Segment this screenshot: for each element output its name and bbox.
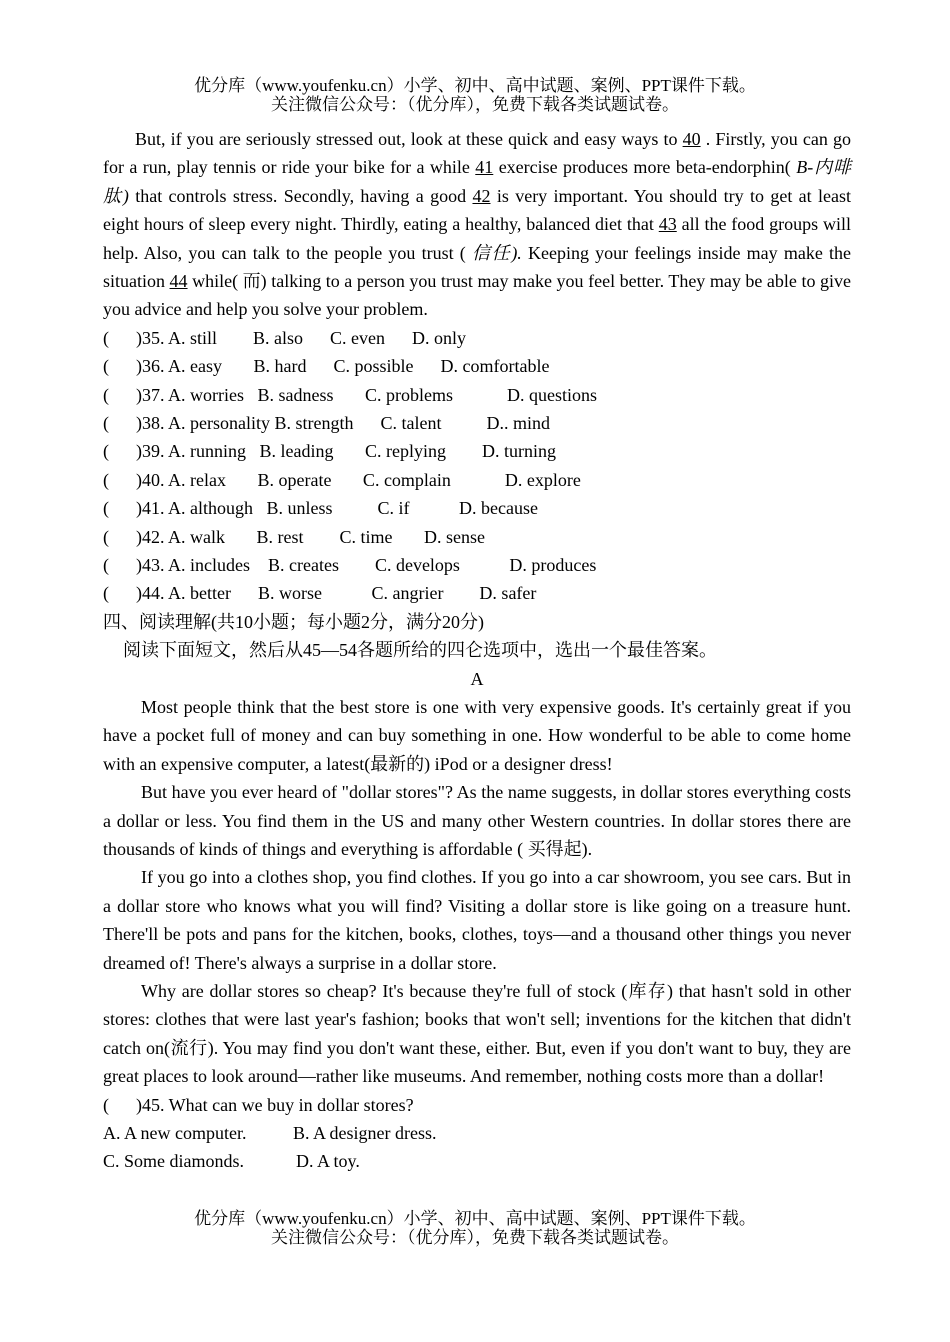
passage-text: exercise produces more beta-endorphin(	[493, 157, 797, 178]
question-40: ( )40. A. relax B. operate C. complain D. explore	[103, 469, 581, 490]
blank-42: 42	[472, 185, 491, 206]
passage-text: . Firstly, you can go for a run, play tennis or ride your bike for a while	[103, 129, 851, 178]
blank-41: 41	[475, 157, 494, 178]
option-b: B. A designer dress.	[293, 1123, 437, 1144]
question-45-stem: ( )45. What can we buy in dollar stores?	[103, 1094, 414, 1115]
passage-text: that controls stress. Secondly, having a good	[128, 185, 473, 206]
question-35: ( )35. A. still B. also C. even D. only	[103, 327, 466, 348]
page-content	[103, 125, 851, 1176]
cloze-question-list	[103, 324, 851, 608]
question-37: ( )37. A. worries B. sadness C. problems D. questions	[103, 384, 597, 405]
blank-40: 40	[682, 129, 701, 149]
passage-text: all the food groups will help. Also, you can talk to the people you trust (	[103, 214, 851, 263]
passage-gloss: 信任).	[471, 242, 522, 263]
section-4-instruction: 阅读下面短文，然后从45—54各题所给的四仑选项中，选出一个最佳答案。	[123, 640, 717, 661]
option-d: D. A toy.	[296, 1151, 360, 1172]
header-line-1: 优分库（www.youfenku.cn）小学、初中、高中试题、案例、PPT课件下载。	[194, 76, 756, 95]
question-38: ( )38. A. personality B. strength C. talent D.. mind	[103, 413, 550, 434]
part-label: A	[470, 668, 484, 689]
page-header	[0, 76, 950, 114]
passage-text: is very important. You should try to get at least eight hours of sleep every night. Thirdly, eating a healthy, balanced diet that	[103, 185, 852, 235]
footer-line-1: 优分库（www.youfenku.cn）小学、初中、高中试题、案例、PPT课件下载。	[194, 1209, 756, 1228]
section-4-title: 四、阅读理解(共10小题；每小题2分，满分20分)	[103, 611, 484, 632]
question-45-options-row-1	[103, 1119, 851, 1147]
option-c: C. Some diamonds.	[103, 1151, 245, 1172]
question-43: ( )43. A. includes B. creates C. develops D. produces	[103, 554, 597, 575]
passage-text: Keeping your feelings inside may make the situation	[103, 242, 851, 292]
blank-43: 43	[658, 214, 677, 235]
question-39: ( )39. A. running B. leading C. replying D. turning	[103, 441, 556, 462]
question-44: ( )44. A. better B. worse C. angrier D. safer	[103, 583, 537, 604]
question-45-options-row-2	[103, 1147, 851, 1175]
reading-paragraph-3: If you go into a clothes shop, you find clothes. If you go into a car showroom, you see cars. But in a dollar store who knows what you will find? Visiting a dollar store is like going on a treasure hunt. There'll be pots and pans for the kitchen, books, clothes, toys—and a thousand other things you never dreamed of! There's always a surprise in a dollar store.	[103, 867, 851, 973]
reading-paragraph-4: Why are dollar stores so cheap? It's because they're full of stock (库存) that hasn't sold in other stores: clothes that were last year's fashion; books that won't sell; inventions for the kitchen that didn't catch on(流行). You may find you don't want these, either. But, even if you don't want to buy, they are great places to look around—rather like museums. And remember, nothing costs more than a dollar!	[103, 981, 851, 1087]
passage-gloss: B-内啡肽)	[103, 157, 852, 206]
option-a: A. A new computer.	[103, 1123, 247, 1144]
cloze-passage	[103, 125, 851, 324]
question-41: ( )41. A. although B. unless C. if D. because	[103, 498, 538, 519]
footer-line-2: 关注微信公众号：（优分库），免费下载各类试题试卷。	[271, 1228, 679, 1247]
header-line-2: 关注微信公众号：（优分库），免费下载各类试题试卷。	[271, 95, 679, 114]
passage-text: But, if you are seriously stressed out, look at these quick and easy ways to	[135, 129, 683, 149]
reading-paragraph-2: But have you ever heard of "dollar stores"? As the name suggests, in dollar stores everything costs a dollar or less. You find them in the US and many other Western countries. In dollar stores there are thousands of kinds of things and everything is affordable ( 买得起).	[103, 782, 851, 859]
reading-paragraph-1: Most people think that the best store is one with very expensive goods. It's certainly great if you have a pocket full of money and can buy something in one. How wonderful to be able to come home with an expensive computer, a latest(最新的) iPod or a designer dress!	[103, 696, 851, 774]
question-42: ( )42. A. walk B. rest C. time D. sense	[103, 526, 485, 547]
question-36: ( )36. A. easy B. hard C. possible D. comfortable	[103, 356, 550, 377]
blank-44: 44	[169, 271, 188, 292]
passage-text: while( 而) talking to a person you trust may make you feel better. They may be able to give you advice and help you solve your problem.	[103, 271, 851, 320]
page-footer	[0, 1209, 950, 1247]
